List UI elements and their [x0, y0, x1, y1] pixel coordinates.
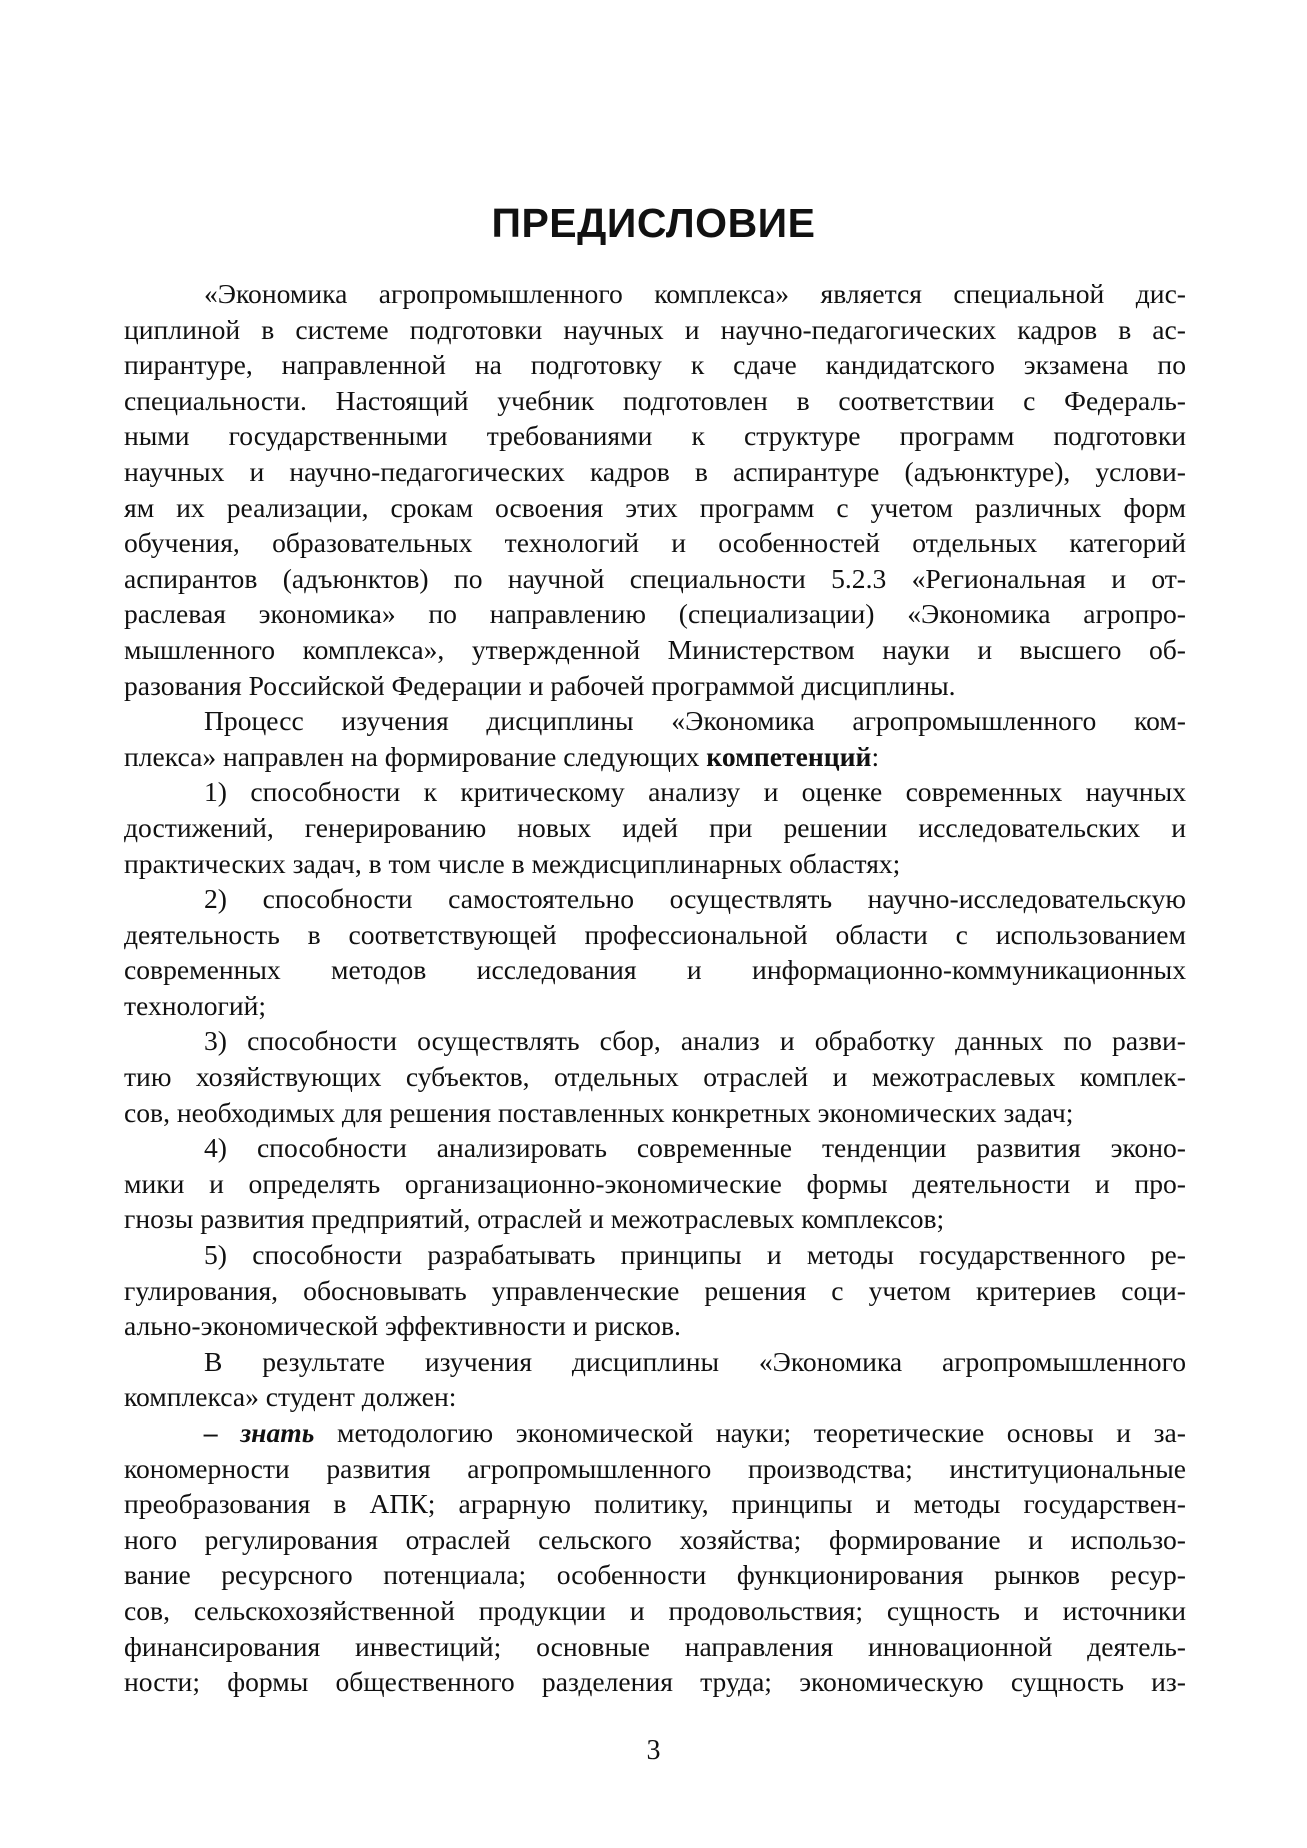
text-line	[124, 1059, 1186, 1095]
line-text: сов, необходимых для решения поставленных конкретных экономических задач;	[124, 1096, 1074, 1128]
text-line	[124, 1451, 1186, 1487]
text-line	[124, 1166, 1186, 1202]
line-text: 4) способности анализировать современные тенденции развития эконо-	[204, 1132, 1186, 1164]
line-text: гулирования, обосновывать управленческие решения с учетом критериев соци-	[124, 1274, 1186, 1306]
text-line	[124, 988, 1186, 1024]
text-line	[124, 952, 1186, 988]
text-line	[124, 881, 1186, 917]
text-line	[124, 1308, 1186, 1344]
text-line	[124, 668, 1186, 704]
line-text: 1) способности к критическому анализу и оценке современных научных	[204, 776, 1186, 808]
text-line	[124, 525, 1186, 561]
emphasis-term: – знать	[204, 1417, 315, 1448]
text-line	[124, 703, 1186, 739]
line-text: комплекса» студент должен:	[124, 1381, 457, 1413]
page-title: ПРЕДИСЛОВИЕ	[491, 200, 816, 246]
page-number: 3	[646, 1735, 661, 1766]
line-text: раслевая экономика» по направлению (специализации) «Экономика агропро-	[124, 598, 1186, 630]
text-line	[124, 1379, 1186, 1415]
line-text: тию хозяйствующих субъектов, отдельных отраслей и межотраслевых комплек-	[124, 1061, 1186, 1093]
text-line	[124, 739, 1186, 775]
line-text: вание ресурсного потенциала; особенности функционирования рынков ресур-	[124, 1559, 1186, 1591]
text-line	[124, 917, 1186, 953]
body-text	[124, 276, 1186, 1700]
line-text: ям их реализации, срокам освоения этих программ с учетом различных форм	[124, 491, 1186, 523]
line-text: пирантуре, направленной на подготовку к сдаче кандидатского экзамена по	[124, 349, 1186, 381]
text-line	[124, 1095, 1186, 1131]
text-line	[124, 1201, 1186, 1237]
line-text: практических задач, в том числе в междисциплинарных областях;	[124, 847, 901, 879]
line-text: «Экономика агропромышленного комплекса» является специальной дис-	[204, 278, 1186, 309]
bold-term: компетенций	[706, 740, 872, 772]
line-text: аспирантов (адъюнктов) по научной специальности 5.2.3 «Региональная и от-	[124, 562, 1186, 594]
line-text: ности; формы общественного разделения труда; экономическую сущность из-	[124, 1666, 1186, 1698]
line-text: гнозы развития предприятий, отраслей и межотраслевых комплексов;	[124, 1203, 945, 1235]
line-text: мышленного комплекса», утвержденной Министерством науки и высшего об-	[124, 633, 1186, 665]
text-line	[124, 347, 1186, 383]
text-line	[124, 1237, 1186, 1273]
line-text: Процесс изучения дисциплины «Экономика агропромышленного ком-	[204, 705, 1186, 737]
text-line	[124, 1023, 1186, 1059]
line-text: сов, сельскохозяйственной продукции и продовольствия; сущность и источники	[124, 1594, 1186, 1626]
text-line	[124, 561, 1186, 597]
text-line	[124, 1557, 1186, 1593]
text-line	[124, 1486, 1186, 1522]
text-line	[124, 1593, 1186, 1629]
text-line	[124, 846, 1186, 882]
line-text: современных методов исследования и информационно-коммуникационных	[124, 954, 1186, 986]
text-line	[124, 1344, 1186, 1380]
text-line	[124, 1415, 1186, 1451]
line-tail: :	[871, 740, 880, 772]
line-text: преобразования в АПК; аграрную политику, принципы и методы государствен-	[124, 1488, 1186, 1520]
line-text: специальности. Настоящий учебник подготовлен в соответствии с Федераль-	[124, 384, 1186, 416]
text-line	[124, 490, 1186, 526]
line-text: финансирования инвестиций; основные направления инновационной деятель-	[124, 1630, 1186, 1662]
text-line	[124, 312, 1186, 348]
line-text: 2) способности самостоятельно осуществлять научно-исследовательскую	[204, 883, 1186, 915]
text-line	[124, 383, 1186, 419]
text-line	[124, 418, 1186, 454]
line-text: 3) способности осуществлять сбор, анализ и обработку данных по разви-	[204, 1025, 1186, 1057]
line-text: обучения, образовательных технологий и особенностей отдельных категорий	[124, 527, 1186, 559]
text-line	[124, 1130, 1186, 1166]
line-text: кономерности развития агропромышленного производства; институциональные	[124, 1452, 1186, 1484]
text-line	[124, 1629, 1186, 1665]
line-text: разования Российской Федерации и рабочей программой дисциплины.	[124, 669, 956, 701]
text-line	[124, 1522, 1186, 1558]
line-text: ного регулирования отраслей сельского хозяйства; формирование и использо-	[124, 1523, 1186, 1555]
text-line	[124, 632, 1186, 668]
text-line	[124, 1664, 1186, 1700]
text-line	[124, 596, 1186, 632]
line-text: деятельность в соответствующей профессиональной области с использованием	[124, 918, 1186, 950]
line-text: циплиной в системе подготовки научных и научно-педагогических кадров в ас-	[124, 313, 1186, 345]
text-line	[124, 276, 1186, 312]
line-text: ными государственными требованиями к структуре программ подготовки	[124, 420, 1186, 452]
text-line	[124, 810, 1186, 846]
line-text: методологию экономической науки; теоретические основы и за-	[314, 1417, 1186, 1448]
line-text: мики и определять организационно-экономические формы деятельности и про-	[124, 1167, 1186, 1199]
line-text: технологий;	[124, 989, 267, 1021]
text-line	[124, 454, 1186, 490]
line-text: 5) способности разрабатывать принципы и методы государственного ре-	[204, 1239, 1186, 1271]
line-text: ально-экономической эффективности и рисков.	[124, 1310, 681, 1342]
text-line	[124, 1273, 1186, 1309]
text-line	[124, 774, 1186, 810]
line-text: В результате изучения дисциплины «Экономика агропромышленного	[204, 1345, 1186, 1377]
line-text: плекса» направлен на формирование следующих	[124, 740, 707, 772]
line-text: достижений, генерированию новых идей при решении исследовательских и	[124, 811, 1186, 843]
line-text: научных и научно-педагогических кадров в аспирантуре (адъюнктуре), услови-	[124, 455, 1186, 487]
